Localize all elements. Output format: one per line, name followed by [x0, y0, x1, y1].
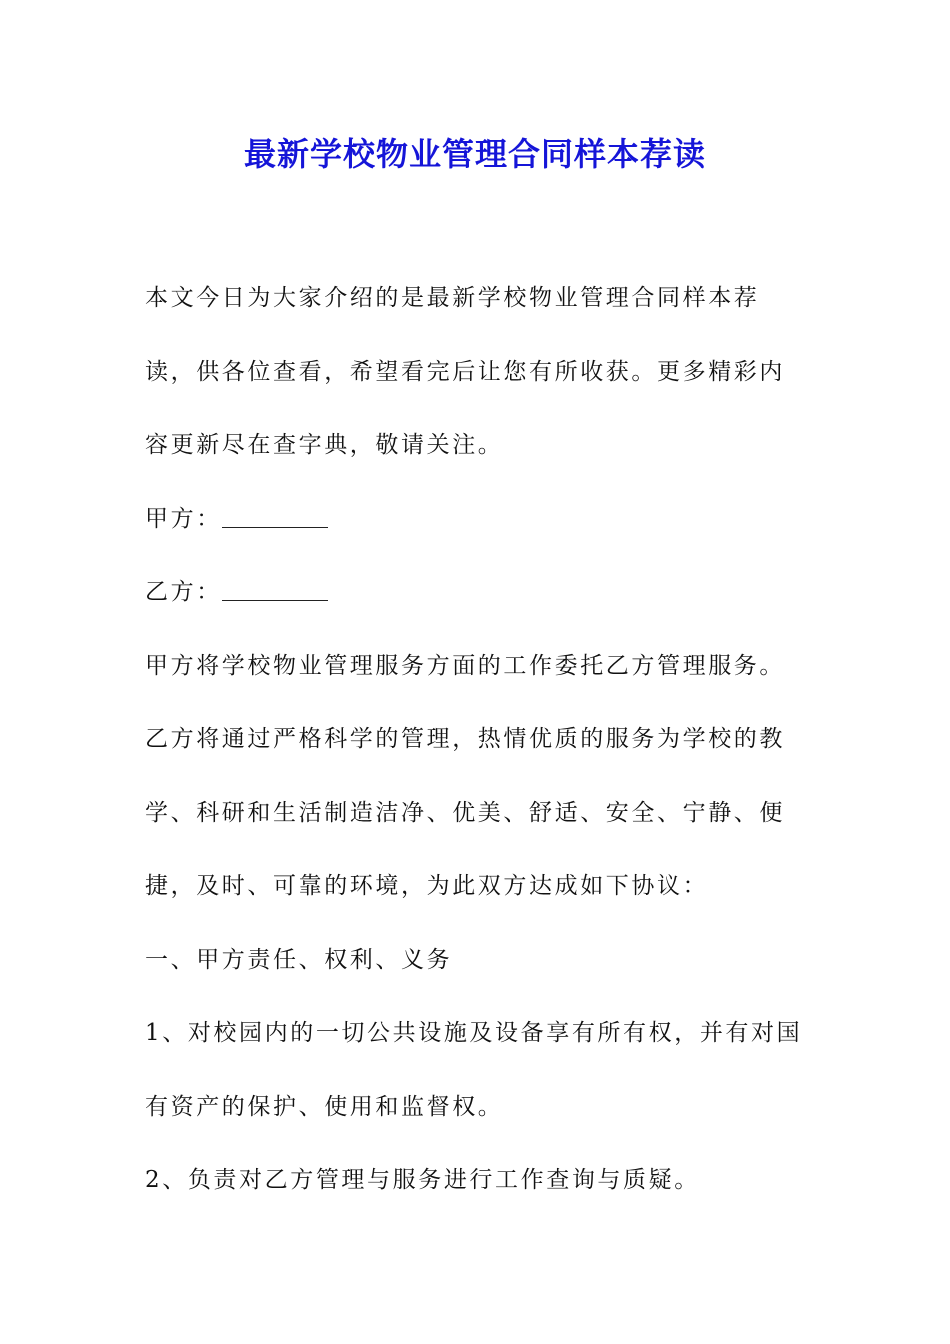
- clause-2-paragraph: 2、负责对乙方管理与服务进行工作查询与质疑。: [145, 1167, 700, 1193]
- party-b-label: 乙方：: [145, 579, 222, 605]
- party-a-line: [145, 483, 807, 557]
- party-a-blank: [222, 526, 328, 528]
- party-b-blank: [222, 599, 328, 601]
- document-body: [145, 262, 807, 1218]
- section-1-heading: 一、甲方责任、权利、义务: [145, 946, 453, 973]
- intro-paragraph: 本文今日为大家介绍的是最新学校物业管理合同样本荐读，供各位查看，希望看完后让您有所收获。更多精彩内容更新尽在查字典，敬请关注。: [145, 285, 785, 458]
- clause-1-paragraph: 1、对校园内的一切公共设施及设备享有所有权，并有对国有资产的保护、使用和监督权。: [145, 1020, 803, 1120]
- party-b-line: [145, 556, 807, 630]
- document-title: 最新学校物业管理合同样本荐读: [243, 135, 706, 173]
- preamble-paragraph: 甲方将学校物业管理服务方面的工作委托乙方管理服务。乙方将通过严格科学的管理，热情优质的服务为学校的教学、科研和生活制造洁净、优美、舒适、安全、宁静、便捷，及时、可靠的环境，为此双方达成如下协议：: [145, 652, 785, 899]
- party-a-label: 甲方：: [145, 505, 222, 532]
